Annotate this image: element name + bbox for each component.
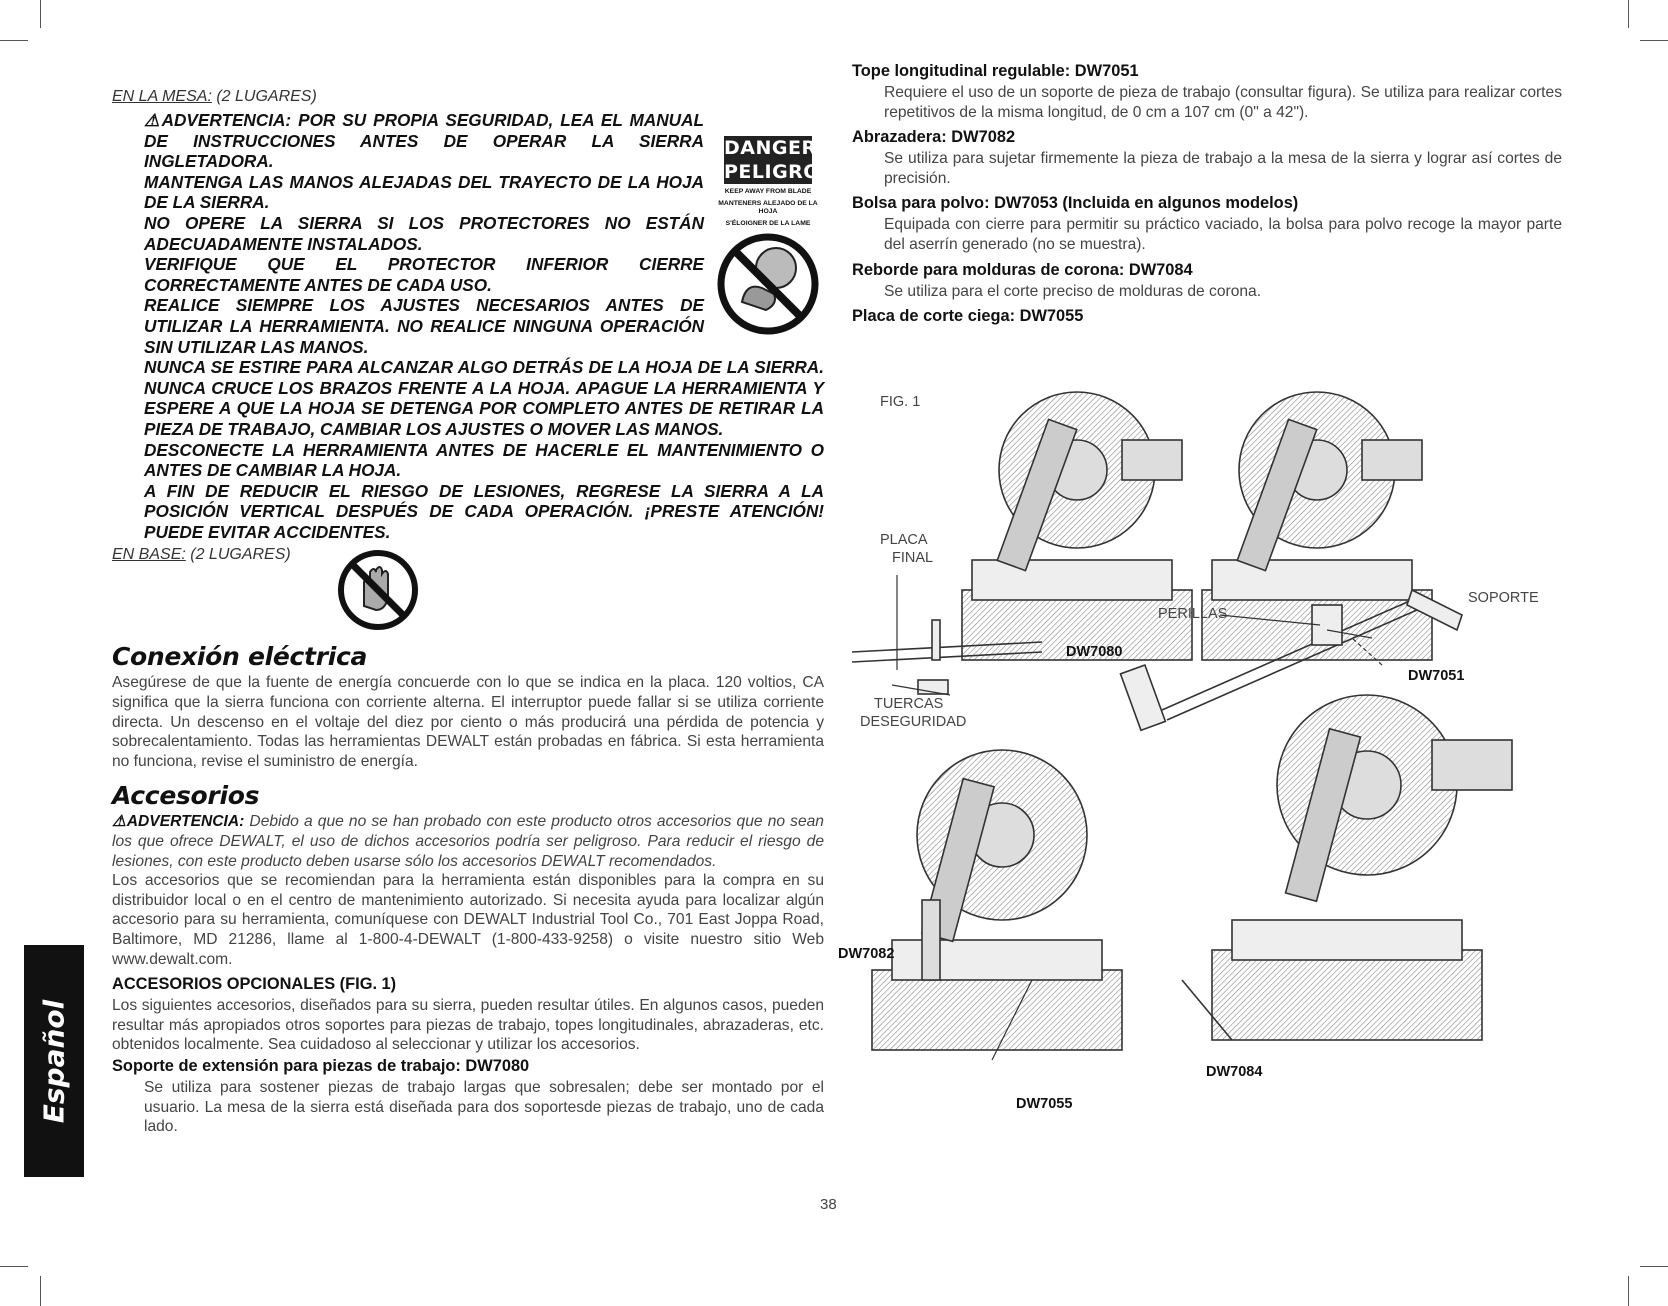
peligro-text: PELIGRO — [724, 161, 820, 183]
dw7051-label: DW7051 — [1408, 668, 1465, 684]
keep-away-text: KEEP AWAY FROM BLADE — [724, 188, 812, 195]
mesa-label-rest: (2 LUGARES) — [211, 88, 317, 105]
crop-mark — [0, 1266, 28, 1267]
base-label-row — [112, 546, 824, 632]
warning-8: A FIN DE REDUCIR EL RIESGO DE LESIONES, REGRESE LA SIERRA A LA POSICIÓN VERTICAL DESPUÉS DE CADA OPERACIÓN. ¡PRESTE ATENCIÓN! PUEDE EVITAR ACCIDENTES. — [144, 480, 824, 542]
accesorios-warning — [112, 812, 824, 871]
warning-2: MANTENGA LAS MANOS ALEJADAS DEL TRAYECTO DE LA HOJA DE LA SIERRA. — [144, 171, 704, 213]
right-column — [852, 62, 1562, 328]
conexion-title: Conexión eléctrica — [112, 642, 368, 672]
mantener-text: MANTENERS ALEJADO DE LA HOJA — [718, 200, 818, 215]
saw-bottom-right — [1182, 695, 1512, 1040]
perillas-label: PERILLAS — [1158, 606, 1228, 622]
crop-mark — [1628, 0, 1629, 28]
item-title-dw7051: Tope longitudinal regulable: DW7051 — [852, 62, 1139, 80]
accesorios-warning-body: Debido a que no se han probado con este producto otros accesorios que no sean los que ofrece DEWALT, el uso de dichos accesorios podría ser peligroso. Para reducir el riesgo de lesiones, con este producto deben usarse sólo los accesorios DEWALT recomendados. — [112, 813, 824, 870]
figure-1 — [838, 380, 1562, 1120]
base-label-rest: (2 LUGARES) — [185, 546, 291, 564]
no-hand-blade-icon — [716, 232, 820, 336]
accesorios-warning-label: ⚠ADVERTENCIA: — [112, 813, 245, 831]
deseguridad-label: DESEGURIDAD — [860, 714, 967, 730]
dw7084-label: DW7084 — [1206, 1064, 1263, 1080]
mesa-label — [112, 88, 824, 106]
item-title-dw7082: Abrazadera: DW7082 — [852, 128, 1016, 147]
miter-saw-illustration — [852, 380, 1562, 1120]
dw7082-label: DW7082 — [838, 946, 895, 962]
crop-mark — [1628, 1276, 1629, 1306]
language-tab-label: Español — [37, 999, 71, 1123]
warning-3: NO OPERE LA SIERRA SI LOS PROTECTORES NO ESTÁN ADECUADAMENTE INSTALADOS. — [144, 212, 704, 254]
item-title-dw7053: Bolsa para polvo: DW7053 (Incluida en algunos modelos) — [852, 194, 1299, 213]
warning-5: REALICE SIEMPRE LOS AJUSTES NECESARIOS ANTES DE UTILIZAR LA HERRAMIENTA. NO REALICE NINGUNA OPERACIÓN SIN UTILIZAR LAS MANOS. — [144, 295, 704, 357]
dw7055-label: DW7055 — [1016, 1096, 1073, 1112]
opcionales-body: Los siguientes accesorios, diseñados para su sierra, pueden resultar útiles. En algunos casos, pueden resultar más apropiados otros soportes para piezas de trabajo, topes longitudinales, abrazaderas, etc. obtenidos localmente. Sea cuidadoso al seleccionar y utilizar los accesorios. — [112, 997, 824, 1054]
placa-label: PLACA — [880, 532, 928, 548]
item-body-dw7082: Se utiliza para sujetar firmemente la pieza de trabajo a la mesa de la sierra y lograr así cortes de precisión. — [884, 150, 1562, 187]
warning-4: VERIFIQUE QUE EL PROTECTOR INFERIOR CIERRE CORRECTAMENTE ANTES DE CADA USO. — [144, 254, 704, 295]
accesorios-body: Los accesorios que se recomiendan para la herramienta están disponibles para la compra en su distribuidor local o en el centro de mantenimiento autorizado. Si necesita ayuda para localizar algún accesorio para su herramienta, comuníquese con DEWALT Industrial Tool Co., 701 East Joppa Road, Baltimore, MD 21286, llame al 1-800-4-DEWALT (1-800-433-9258) o visite nuestro sitio Web www.dewalt.com. — [112, 872, 824, 968]
item-body-dw7084: Se utiliza para el corte preciso de molduras de corona. — [884, 282, 1262, 300]
crop-mark — [40, 0, 41, 28]
item-body-dw7053: Equipada con cierre para permitir su práctico vaciado, la bolsa para polvo recoge la mayor parte del aserrín generado (no se muestra). — [884, 216, 1562, 253]
warning-block — [112, 110, 824, 542]
saw-bottom-left — [872, 750, 1122, 1050]
page-number: 38 — [820, 1196, 837, 1213]
base-label-underlined: EN BASE: — [112, 546, 186, 564]
language-tab — [24, 945, 84, 1177]
mesa-label-underlined: EN LA MESA: — [112, 88, 212, 105]
warning-6: NUNCA SE ESTIRE PARA ALCANZAR ALGO DETRÁS DE LA HOJA DE LA SIERRA. NUNCA CRUCE LOS BRAZOS FRENTE A LA HOJA. APAGUE LA HERRAMIENTA Y ESPERE A QUE LA HOJA SE DETENGA POR COMPLETO ANTES DE RETIRAR LA PIEZA DE TRABAJO, CAMBIAR LOS AJUSTES O MOVER LAS MANOS. — [144, 357, 824, 439]
crop-mark — [1640, 1266, 1668, 1267]
danger-text: DANGER — [724, 137, 817, 159]
left-column — [112, 88, 824, 1137]
conexion-body: Asegúrese de que la fuente de energía concuerde con lo que se indica en la placa. 120 voltios, CA significa que la sierra funciona con corriente alterna. El interruptor puede fallar si se utiliza corriente directa. Un descenso en el voltaje del diez por ciento o más producirá una pérdida de potencia y sobrecalentamiento. Todas las herramientas DEWALT están probadas en fábrica. Si esta herramienta no funciona, revise el suministro de energía. — [112, 674, 824, 770]
fig-label: FIG. 1 — [880, 394, 921, 410]
dw7080-label: DW7080 — [1066, 644, 1123, 660]
crop-mark — [0, 40, 28, 41]
eloigner-text: S'ÉLOIGNER DE LA LAME — [725, 220, 811, 227]
no-hand-icon — [336, 548, 420, 632]
base-label — [112, 546, 824, 564]
warning-7: DESCONECTE LA HERRAMIENTA ANTES DE HACERLE EL MANTENIMIENTO O ANTES DE CAMBIAR LA HOJA. — [144, 439, 824, 481]
accesorios-title: Accesorios — [112, 781, 260, 811]
final-label: FINAL — [892, 550, 934, 566]
opcionales-title: ACCESORIOS OPCIONALES (FIG. 1) — [112, 975, 397, 994]
tuercas-label: TUERCAS — [874, 696, 944, 712]
danger-label — [712, 136, 824, 341]
warning-1: ⚠ADVERTENCIA: POR SU PROPIA SEGURIDAD, LEA EL MANUAL DE INSTRUCCIONES ANTES DE OPERAR LA SIERRA INGLETADORA. — [144, 110, 704, 172]
item-body-dw7051: Requiere el uso de un soporte de pieza de trabajo (consultar figura). Se utiliza para realizar cortes repetitivos de la misma longitud, de 0 cm a 107 cm (0" a 42"). — [884, 84, 1562, 121]
soporte-body: Se utiliza para sostener piezas de trabajo largas que sobresalen; debe ser montado por el usuario. La mesa de la sierra está diseñada para dos soportesde piezas de trabajo, uno de cada lado. — [144, 1078, 824, 1136]
crop-mark — [40, 1276, 41, 1306]
soporte-title: Soporte de extensión para piezas de trabajo: DW7080 — [112, 1056, 530, 1075]
soporte-label: SOPORTE — [1468, 590, 1539, 606]
item-title-dw7084: Reborde para molduras de corona: DW7084 — [852, 260, 1193, 279]
crop-mark — [1640, 40, 1668, 41]
item-title-dw7055: Placa de corte ciega: DW7055 — [852, 307, 1084, 326]
